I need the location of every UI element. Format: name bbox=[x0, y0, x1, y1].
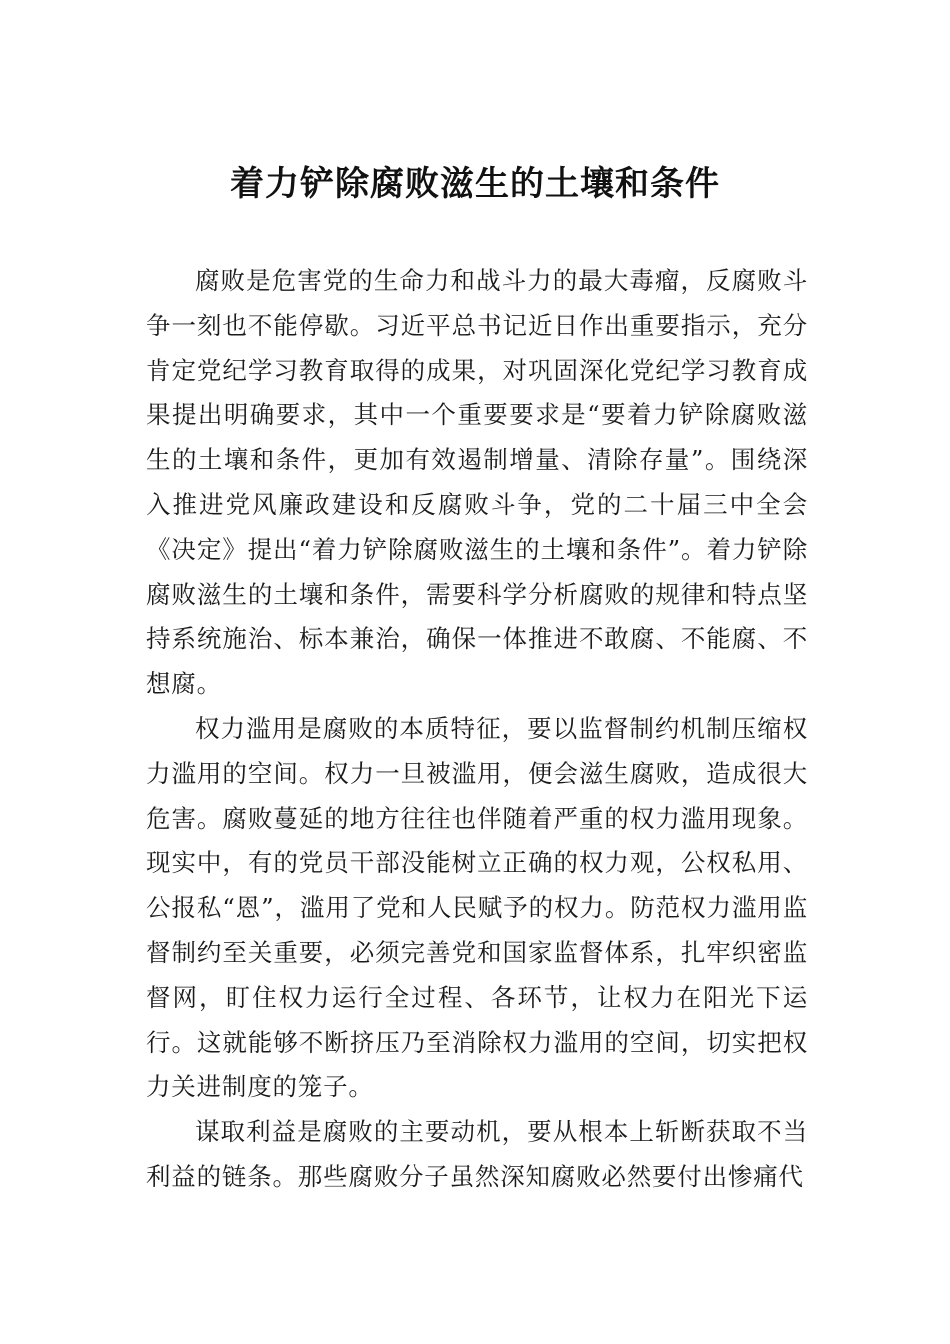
document-body bbox=[146, 259, 808, 1200]
paragraph: 腐败是危害党的生命力和战斗力的最大毒瘤，反腐败斗争一刻也不能停歇。习近平总书记近日作出重要指示，充分肯定党纪学习教育取得的成果，对巩固深化党纪学习教育成果提出明确要求，其中一个重要要求是“要着力铲除腐败滋生的土壤和条件，更加有效遏制增量、清除存量”。围绕深入推进党风廉政建设和反腐败斗争，党的二十届三中全会《决定》提出“着力铲除腐败滋生的土壤和条件”。着力铲除腐败滋生的土壤和条件，需要科学分析腐败的规律和特点坚持系统施治、标本兼治，确保一体推进不敢腐、不能腐、不想腐。 bbox=[146, 266, 808, 699]
paragraph: 权力滥用是腐败的本质特征，要以监督制约机制压缩权力滥用的空间。权力一旦被滥用，便会滋生腐败，造成很大危害。腐败蔓延的地方往往也伴随着严重的权力滥用现象。现实中，有的党员干部没能树立正确的权力观，公权私用、公报私“恩”，滥用了党和人民赋予的权力。防范权力滥用监督制约至关重要，必须完善党和国家监督体系，扎牢织密监督网，盯住权力运行全过程、各环节，让权力在阳光下运行。这就能够不断挤压乃至消除权力滥用的空间，切实把权力关进制度的笼子。 bbox=[146, 713, 808, 1102]
document-title: 着力铲除腐败滋生的土壤和条件 bbox=[230, 164, 720, 204]
paragraph: 谋取利益是腐败的主要动机，要从根本上斩断获取不当利益的链条。那些腐败分子虽然深知腐败必然要付出惨痛代 bbox=[146, 1117, 808, 1191]
